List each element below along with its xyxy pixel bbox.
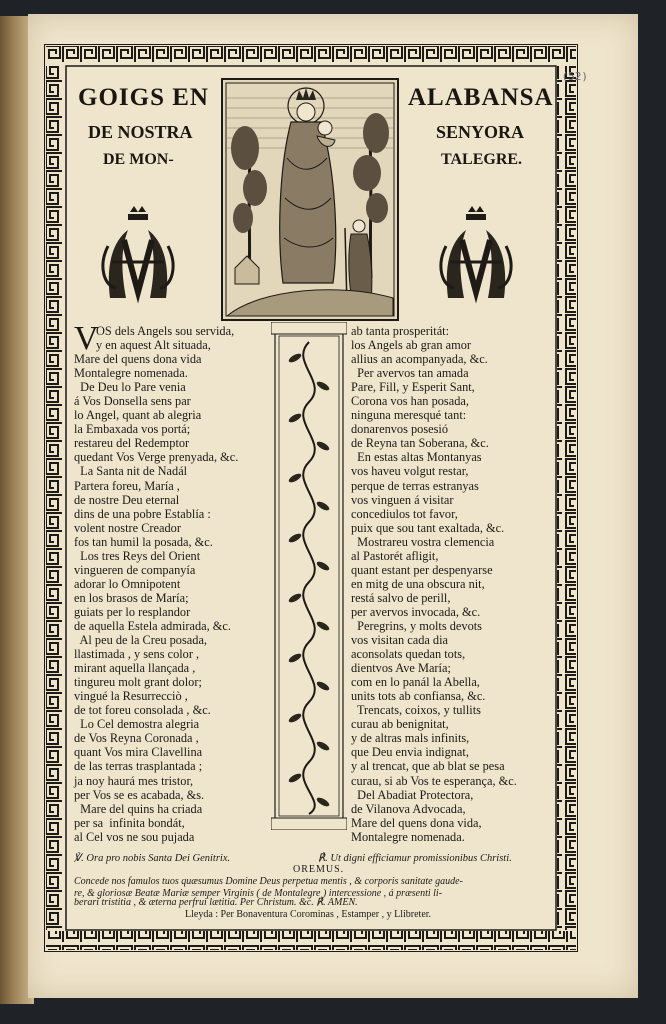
verse-line-right: vos haveu volgut restar, (351, 464, 469, 479)
verse-line-left: tingureu molt grant dolor; (74, 675, 202, 690)
verses-left-column (74, 320, 239, 844)
prayer-line-3: berari tristitia , & æterna perfrui lætitia. Per Christum. &c. ℟. AMEN. (74, 897, 358, 908)
oremus-heading: OREMUS. (293, 864, 345, 875)
verse-line-left: de aquella Estela admirada, &c. (74, 618, 231, 633)
verse-line-right: perque de terras estranyas (351, 478, 479, 493)
verse-line-right: quant estant per despenyarse (351, 562, 493, 577)
verse-line-left: Mare del quens dona vida (74, 352, 202, 367)
verse-line-left: La Santa nit de Nadál (74, 464, 188, 479)
verse-line-right: vos vinguen á visitar (351, 492, 454, 507)
verse-line-left: vingué la Resurrecciò , (74, 689, 188, 704)
response-line: ℟. Ut digni efficiamur promissionibus Christi. (318, 853, 512, 864)
verse-line-right: ab tanta prosperitát: (351, 324, 450, 338)
verse-line-right: Mare del quens dona vida, (351, 815, 482, 830)
archive-annotation: (52) (561, 70, 588, 83)
verse-line-right: al Pastorét afligit, (351, 548, 439, 563)
verse-line-left: de Vos Reyna Coronada , (74, 731, 199, 746)
verse-line-right: units tots ab confiansa, &c. (351, 689, 486, 704)
verse-line-left: ja noy haurá mes tristor, (74, 773, 194, 788)
verse-line-left: Lo Cel demostra alegria (74, 717, 200, 732)
verse-line-left: fos tan humil la posada, &c. (74, 534, 213, 549)
verses-right-column (351, 324, 517, 844)
marian-monogram-right (436, 206, 516, 306)
verse-line-left: adorar lo Omnipotent (74, 576, 181, 591)
title-right-line-1: ALABANSA (408, 84, 554, 111)
verse-line-left: la Embaxada vos portá; (74, 422, 191, 437)
verse-line-right: puix que sou tant exaltada, &c. (351, 520, 505, 535)
drop-cap: V (74, 320, 99, 357)
verse-line-right: Peregrins, y molts devots (351, 618, 482, 633)
verse-line-right: dientvos Ave María; (351, 661, 451, 676)
verse-line-left: lo Angel, quant ab alegria (74, 408, 202, 423)
verse-line-right: concediulos tot favor, (351, 506, 458, 521)
verse-line-left: restareu del Redemptor (74, 436, 190, 451)
verse-line-left: llastimada , y sens color , (74, 647, 200, 662)
title-right-line-2: SENYORA (436, 122, 525, 142)
verse-line-right: y al trencat, que ab blat se pesa (351, 759, 505, 774)
verse-line-right: Per avervos tan amada (351, 366, 469, 381)
verse-line-left: volent nostre Creador (74, 520, 181, 535)
verse-line-left: per sa infinita bondát, (74, 815, 185, 830)
verse-line-right: Mostrareu vostra clemencia (351, 534, 495, 549)
verse-line-left: vingueren de companyía (74, 562, 196, 577)
prayer-line-1: Concede nos famulos tuos quæsumus Domine Deus perpetua mentis , & corporis sanitate gaude- (74, 876, 463, 887)
verse-line-left: de nostre Deu eternal (74, 492, 180, 507)
verse-line-left: Los tres Reys del Orient (74, 548, 201, 563)
prayer-line-2: re, & gloriosæ Beatæ Mariæ semper Virginis ( de Montalegre ) intercessione , á præsenti li- (74, 888, 443, 899)
verse-line-right: Trencats, coixos, y tullits (351, 703, 481, 718)
verse-line-left: per Vos se es acabada, &s. (74, 787, 205, 802)
verse-line-left: dins de una pobre Establía : (74, 506, 211, 521)
verse-line-left: OS dels Angels sou servida, (96, 324, 235, 338)
verse-line-left: al Cel vos ne sou pujada (74, 829, 195, 844)
verse-line-right: Pare, Fill, y Esperit Sant, (351, 380, 475, 395)
verse-line-right: vos visitan cada dia (351, 633, 449, 648)
verse-line-left: de las terras trasplantada ; (74, 759, 203, 774)
verse-line-left: y en aquest Alt situada, (96, 338, 211, 353)
verse-line-right: allius an acompanyada, &c. (351, 352, 488, 367)
verse-line-right: de Reyna tan Soberana, &c. (351, 436, 489, 451)
title-right-line-3: TALEGRE. (441, 151, 523, 168)
verse-line-right: per avervos invocada, &c. (351, 604, 481, 619)
verse-line-right: en mitg de una obscura nit, (351, 576, 485, 591)
verse-line-left: á Vos Donsella sens par (74, 394, 191, 409)
verse-line-right: los Angels ab gran amor (351, 338, 471, 353)
title-left-line-1: GOIGS EN (78, 84, 209, 111)
verse-line-left: Partera foreu, María , (74, 478, 180, 493)
verse-line-right: de Vilanova Advocada, (351, 801, 466, 816)
verse-line-right: y de altras mals infinits, (351, 731, 470, 746)
verse-line-left: en los brasos de María; (74, 590, 189, 605)
printer-imprint: Lleyda : Per Bonaventura Corominas , Estamper , y Llibreter. (185, 909, 432, 920)
verse-line-right: restá salvo de perill, (351, 590, 451, 605)
verse-line-left: quedant Vos Verge prenyada, &c. (74, 450, 239, 465)
title-left-line-2: DE NOSTRA (88, 122, 193, 142)
verse-line-right: com en lo panál la Abella, (351, 675, 480, 690)
verse-line-right: aconsolats quedan tots, (351, 647, 466, 662)
virgin-and-child-woodcut (221, 78, 399, 321)
verse-line-left: Al peu de la Creu posada, (74, 633, 208, 648)
title-left-line-3: DE MON- (103, 151, 174, 168)
verse-line-right: curau, si ab Vos te esperança, &c. (351, 773, 517, 788)
verse-line-left: de tot foreu consolada , &c. (74, 703, 211, 718)
verse-line-right: En estas altas Montanyas (351, 450, 482, 465)
verse-line-left: quant Vos mira Clavellina (74, 745, 203, 760)
marian-monogram-left (98, 206, 178, 306)
verse-line-right: ninguna meresqué tant: (351, 408, 467, 423)
verse-line-right: Montalegre nomenada. (351, 829, 465, 844)
verse-line-left: De Deu lo Pare venia (74, 380, 186, 395)
versicle-line: ℣. Ora pro nobis Santa Dei Genitrix. (74, 853, 231, 864)
verse-line-right: que Deu envia indignat, (351, 745, 469, 760)
verse-line-left: Montalegre nomenada. (74, 366, 188, 381)
verse-line-left: Mare del quins ha criada (74, 801, 203, 816)
verse-line-right: curau ab benignitat, (351, 717, 449, 732)
verse-line-left: guiats per lo resplandor (74, 604, 191, 619)
verse-line-right: donarenvos posesió (351, 422, 449, 437)
verse-line-right: Del Abadiat Protectora, (351, 787, 474, 802)
verse-line-left: mirant aquella llançada , (74, 661, 196, 676)
vine-ornament-column (271, 322, 347, 830)
verse-line-right: Corona vos han posada, (351, 394, 469, 409)
